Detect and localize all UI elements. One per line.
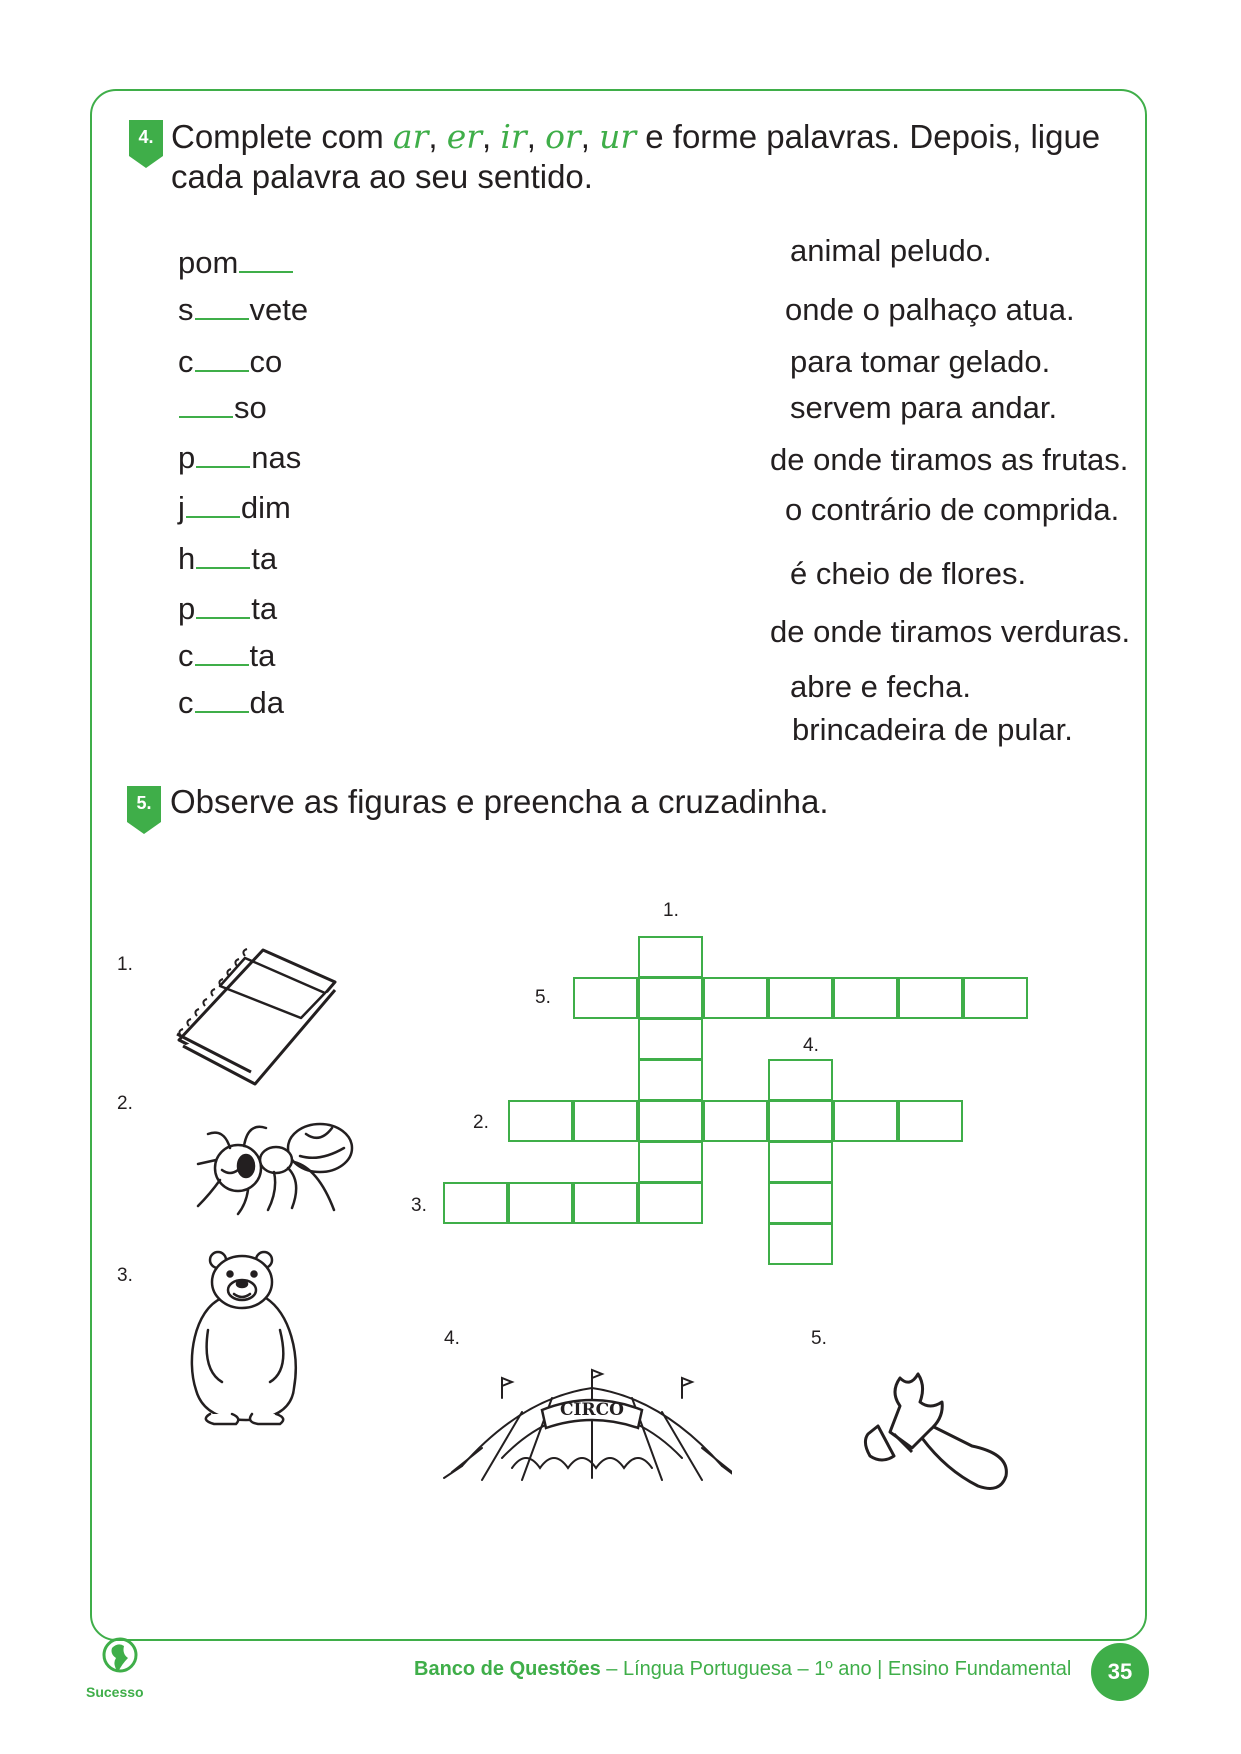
crossword-cell[interactable] (573, 1100, 638, 1142)
crossword-cell[interactable] (768, 1100, 833, 1142)
word-item[interactable]: c ta (178, 638, 276, 673)
crossword-cell[interactable] (638, 1182, 703, 1224)
meaning-item[interactable]: abre e fecha. (790, 669, 971, 704)
question-4-number: 4. (138, 127, 154, 147)
crossword-cell[interactable] (573, 1182, 638, 1224)
crossword-cell[interactable] (508, 1100, 573, 1142)
word-item[interactable]: j dim (178, 490, 291, 525)
picture-3-label: 3. (117, 1265, 133, 1286)
crossword-cell[interactable] (898, 1100, 963, 1142)
question-5-instruction: Observe as figuras e preencha a cruzadinha. (170, 783, 829, 820)
crossword-cell[interactable] (963, 977, 1028, 1019)
crossword-cell[interactable] (833, 977, 898, 1019)
footer-title: Banco de Questões – Língua Portuguesa – 1º ano | Ensino Fundamental (414, 1658, 1072, 1680)
hammer-icon (860, 1372, 1010, 1492)
crossword-cell[interactable] (508, 1182, 573, 1224)
word-item[interactable]: so (178, 390, 267, 426)
bear-icon (186, 1250, 304, 1430)
crossword-cell[interactable] (898, 977, 963, 1019)
word-item[interactable]: p ta (178, 591, 278, 626)
sucesso-logo-text: Sucesso (86, 1684, 144, 1700)
word-item[interactable]: c da (178, 685, 284, 720)
word-item[interactable]: pom (178, 245, 294, 281)
meaning-item[interactable]: brincadeira de pular. (792, 712, 1073, 747)
crossword-cell[interactable] (768, 1141, 833, 1183)
crossword-cell[interactable] (638, 977, 703, 1019)
circus-tent-icon (442, 1368, 732, 1490)
crossword-label-5: 5. (535, 987, 551, 1008)
crossword-cell[interactable] (768, 1182, 833, 1224)
crossword-cell[interactable] (703, 977, 768, 1019)
syllable-er: er (446, 117, 483, 156)
crossword-cell[interactable] (768, 1223, 833, 1265)
crossword-cell[interactable] (638, 936, 703, 978)
crossword-cell[interactable] (573, 977, 638, 1019)
meaning-item[interactable]: para tomar gelado. (790, 344, 1051, 379)
syllable-ur: ur (599, 117, 637, 156)
crossword-label-1: 1. (663, 900, 679, 921)
question-4-instruction-line2: cada palavra ao seu sentido. (171, 158, 593, 195)
meaning-item[interactable]: de onde tiramos as frutas. (770, 442, 1129, 477)
meaning-item[interactable]: onde o palhaço atua. (785, 292, 1075, 327)
crossword-cell[interactable] (443, 1182, 508, 1224)
word-item[interactable]: c co (178, 344, 283, 379)
syllable-ir: ir (500, 117, 527, 156)
circus-sign-text: CIRCO (560, 1400, 624, 1420)
meaning-item[interactable]: é cheio de flores. (790, 556, 1027, 591)
syllable-ar: ar (392, 117, 429, 156)
crossword-label-3: 3. (411, 1195, 427, 1216)
word-item[interactable]: p nas (178, 440, 302, 475)
meaning-item[interactable]: de onde tiramos verduras. (770, 614, 1131, 649)
word-item[interactable]: h ta (178, 541, 278, 576)
question-4-instruction: Complete com ar, er, ir, or, ur e forme palavras. Depois, ligue (171, 117, 1101, 156)
crossword-cell[interactable] (638, 1100, 703, 1142)
page-number: 35 (1091, 1643, 1149, 1701)
picture-5-label: 5. (811, 1328, 827, 1349)
crossword-cell[interactable] (638, 1059, 703, 1101)
ant-icon (196, 1110, 356, 1218)
meaning-item[interactable]: servem para andar. (790, 390, 1058, 425)
meaning-item[interactable]: animal peludo. (790, 233, 992, 268)
crossword-cell[interactable] (638, 1141, 703, 1183)
crossword-label-4: 4. (803, 1035, 819, 1056)
crossword-cell[interactable] (638, 1018, 703, 1060)
crossword-cell[interactable] (703, 1100, 768, 1142)
syllable-or: or (545, 117, 581, 156)
crossword-cell[interactable] (768, 1059, 833, 1101)
word-item[interactable]: s vete (178, 292, 309, 327)
meaning-item[interactable]: o contrário de comprida. (785, 492, 1120, 527)
question-5-number: 5. (136, 793, 152, 813)
crossword-cell[interactable] (833, 1100, 898, 1142)
crossword-label-2: 2. (473, 1112, 489, 1133)
picture-1-label: 1. (117, 954, 133, 975)
notebook-icon (175, 948, 340, 1088)
picture-2-label: 2. (117, 1093, 133, 1114)
picture-4-label: 4. (444, 1328, 460, 1349)
crossword-cell[interactable] (768, 977, 833, 1019)
